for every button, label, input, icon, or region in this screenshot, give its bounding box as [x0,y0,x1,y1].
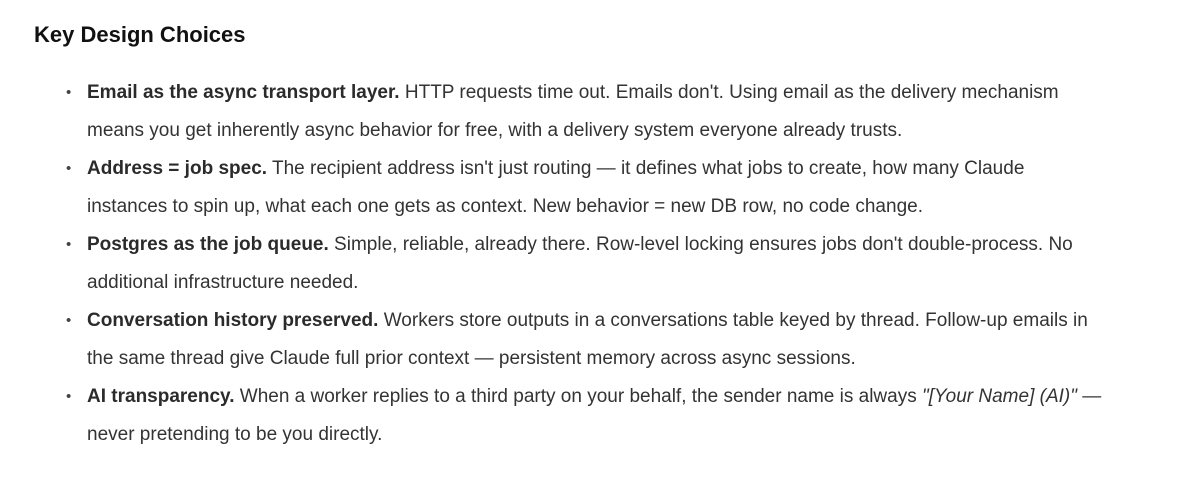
item-text: HTTP requests time out. Emails don't. Using email as the delivery mechanism means you get inherently async behavior for free, with a delivery system everyone already trusts. [87,82,1059,141]
bullet-icon: • [66,160,72,177]
item-lead: AI transparency. [87,386,235,407]
item-text: Simple, reliable, already there. Row-level locking ensures jobs don't double-process. No additional infrastructure needed. [87,234,1073,293]
item-text: Workers store outputs in a conversations table keyed by thread. Follow-up emails in the same thread give Claude full prior context — persistent memory across async sessions. [87,310,1088,369]
bullet-icon: • [66,84,72,101]
list-item [66,226,1166,302]
bullet-icon: • [66,388,72,405]
item-lead: Address = job spec. [87,158,268,179]
list-item [66,150,1166,226]
item-text: The recipient address isn't just routing — it defines what jobs to create, how many Claude instances to spin up, what each one gets as context. New behavior = new DB row, no code change. [87,158,1025,217]
item-tail: — never pretending to be you directly. [87,386,1102,445]
item-lead: Conversation history preserved. [87,310,379,331]
bullet-icon: • [66,236,72,253]
list-item [66,378,1166,454]
bullet-icon: • [66,312,72,329]
design-choices-list [34,74,1166,454]
item-lead: Postgres as the job queue. [87,234,329,255]
item-text: When a worker replies to a third party on your behalf, the sender name is always [234,386,922,407]
section-heading: Key Design Choices [34,22,246,47]
list-item [66,302,1166,378]
item-quote: "[Your Name] (AI)" [922,386,1077,407]
list-item [66,74,1166,150]
item-lead: Email as the async transport layer. [87,82,400,103]
